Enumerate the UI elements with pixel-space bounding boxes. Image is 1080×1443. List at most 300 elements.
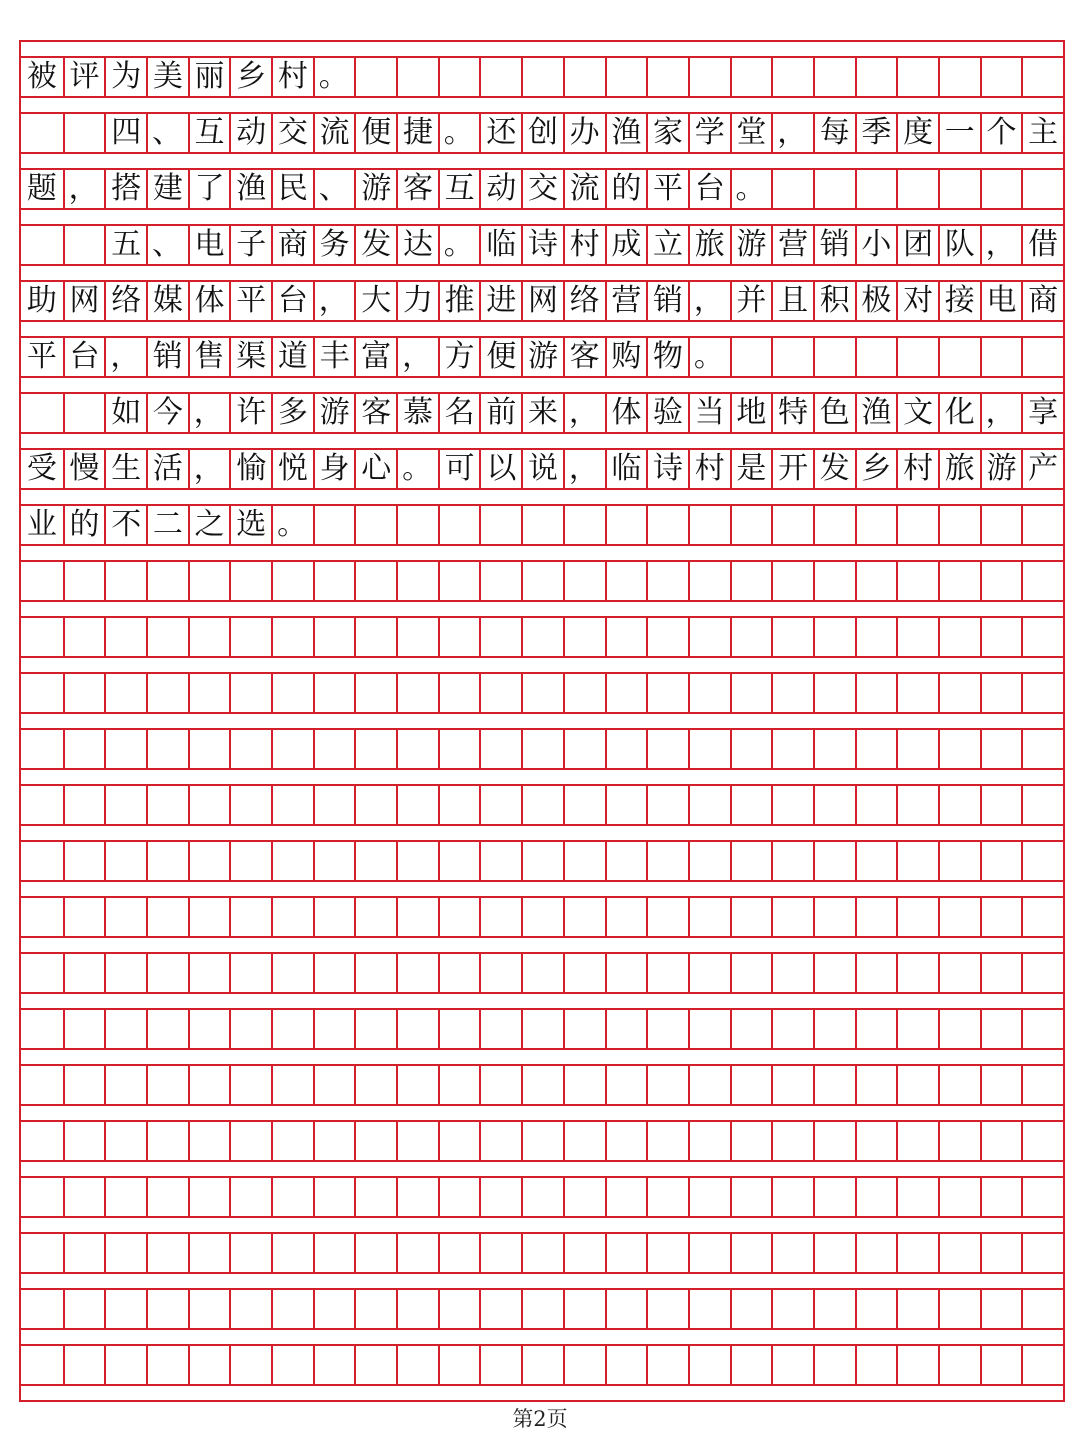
grid-cell: 媒 [146,282,188,320]
grid-cell: 商 [271,226,313,264]
grid-cell [104,1346,146,1384]
manuscript-grid [19,40,1065,1402]
grid-cell: 大 [354,282,396,320]
grid-cell: 络 [563,282,605,320]
grid-cell: 客 [354,394,396,432]
grid-cell [104,1178,146,1216]
grid-cell [563,674,605,712]
grid-cell [438,1066,480,1104]
grid-cell [855,562,897,600]
grid-cell [21,786,63,824]
grid-cell: 发 [813,450,855,488]
grid-cell [438,1178,480,1216]
grid-row [21,730,1063,770]
grid-cell [354,618,396,656]
grid-cell: 心 [354,450,396,488]
grid-cell [438,1290,480,1328]
grid-cell: ， [771,114,813,152]
grid-cell [63,562,105,600]
grid-cell [438,506,480,544]
grid-cell [730,730,772,768]
grid-cell [813,170,855,208]
grid-cell [438,730,480,768]
grid-cell [146,674,188,712]
grid-cell [21,114,63,152]
grid-cell [63,842,105,880]
row-spacer [21,770,1063,786]
grid-cell [896,898,938,936]
grid-cell [396,730,438,768]
grid-cell [521,674,563,712]
grid-cell [688,674,730,712]
grid-cell [1021,730,1063,768]
grid-cell [521,506,563,544]
grid-cell [896,1066,938,1104]
grid-cell [855,1346,897,1384]
grid-cell [1021,338,1063,376]
grid-cell [104,1234,146,1272]
grid-cell [646,58,688,96]
grid-cell [1021,1066,1063,1104]
grid-cell [771,786,813,824]
grid-cell: 地 [730,394,772,432]
grid-cell: 美 [146,58,188,96]
grid-cell [605,1234,647,1272]
row-spacer [21,714,1063,730]
grid-cell [63,786,105,824]
grid-cell [63,1122,105,1160]
grid-cell [646,954,688,992]
grid-cell [605,898,647,936]
grid-cell: 办 [563,114,605,152]
grid-cell [688,1178,730,1216]
grid-cell [479,1066,521,1104]
grid-cell: 建 [146,170,188,208]
grid-cell [188,1010,230,1048]
grid-cell [605,562,647,600]
grid-cell [938,506,980,544]
grid-cell: ， [563,450,605,488]
grid-cell: 度 [896,114,938,152]
grid-cell [771,954,813,992]
grid-cell: 接 [938,282,980,320]
grid-cell [896,730,938,768]
grid-cell [730,1290,772,1328]
grid-cell: 旅 [938,450,980,488]
grid-cell [771,170,813,208]
grid-cell: 且 [771,282,813,320]
grid-cell [855,786,897,824]
grid-cell [229,1122,271,1160]
grid-cell [104,1010,146,1048]
grid-cell [63,954,105,992]
grid-cell [813,674,855,712]
grid-cell: 小 [855,226,897,264]
row-spacer [21,490,1063,506]
grid-cell [1021,1010,1063,1048]
grid-cell [980,954,1022,992]
grid-cell [146,562,188,600]
grid-cell [146,1346,188,1384]
grid-cell [730,58,772,96]
grid-cell [980,338,1022,376]
grid-cell [396,562,438,600]
grid-cell: 开 [771,450,813,488]
grid-cell [63,618,105,656]
grid-row [21,338,1063,378]
grid-cell [271,674,313,712]
grid-cell [354,1010,396,1048]
grid-cell [104,842,146,880]
grid-cell: 进 [479,282,521,320]
grid-cell [730,1010,772,1048]
grid-cell [479,1178,521,1216]
grid-cell: 游 [980,450,1022,488]
grid-cell [1021,1234,1063,1272]
grid-cell [354,842,396,880]
grid-cell: 、 [146,114,188,152]
grid-cell [688,58,730,96]
grid-cell: 每 [813,114,855,152]
grid-cell [980,1346,1022,1384]
grid-cell [271,1346,313,1384]
grid-cell [438,1346,480,1384]
grid-cell [63,1010,105,1048]
grid-cell: 借 [1021,226,1063,264]
grid-cell [855,842,897,880]
grid-cell [813,1178,855,1216]
grid-cell [730,674,772,712]
row-spacer [21,1106,1063,1122]
row-spacer [21,1218,1063,1234]
grid-cell: 互 [438,170,480,208]
grid-cell [563,1234,605,1272]
grid-cell [479,786,521,824]
grid-cell [104,898,146,936]
grid-cell [396,618,438,656]
grid-cell [396,506,438,544]
grid-cell [938,730,980,768]
grid-cell [146,1234,188,1272]
grid-cell [479,1234,521,1272]
grid-cell [771,58,813,96]
grid-cell [855,1234,897,1272]
grid-cell [271,1178,313,1216]
page-number: 第2页 [512,1407,568,1431]
grid-cell [313,1178,355,1216]
grid-cell [438,1122,480,1160]
grid-cell [313,786,355,824]
grid-cell: 二 [146,506,188,544]
grid-cell [521,1066,563,1104]
grid-cell [1021,842,1063,880]
grid-cell [271,1234,313,1272]
grid-cell: ， [104,338,146,376]
grid-cell [855,730,897,768]
grid-cell [896,954,938,992]
grid-cell: ， [63,170,105,208]
grid-cell [146,842,188,880]
grid-cell: 业 [26,507,57,542]
grid-cell: 村 [271,58,313,96]
grid-cell: 营 [771,226,813,264]
grid-cell [21,1010,63,1048]
grid-cell [146,786,188,824]
grid-cell [521,1234,563,1272]
grid-cell: 村 [896,450,938,488]
grid-cell [354,954,396,992]
grid-cell [646,562,688,600]
grid-cell [1021,1346,1063,1384]
grid-row [21,450,1063,490]
grid-cell [855,954,897,992]
grid-cell [563,786,605,824]
grid-cell [730,618,772,656]
grid-cell: ， [396,338,438,376]
grid-cell: 销 [813,226,855,264]
row-spacer [21,938,1063,954]
grid-cell [479,674,521,712]
grid-cell [688,954,730,992]
grid-cell [980,618,1022,656]
grid-cell [313,898,355,936]
grid-cell: 体 [605,394,647,432]
grid-cell: 流 [563,170,605,208]
grid-cell [646,1234,688,1272]
grid-cell [313,1122,355,1160]
grid-cell [646,1122,688,1160]
grid-cell: 电 [980,282,1022,320]
grid-cell: 。 [396,450,438,488]
grid-cell [1021,1290,1063,1328]
grid-cell [563,1346,605,1384]
grid-cell [104,1066,146,1104]
grid-cell [980,562,1022,600]
grid-row [21,1122,1063,1162]
grid-cell [188,1234,230,1272]
grid-cell: 验 [646,394,688,432]
grid-cell [896,674,938,712]
grid-cell: 台 [63,338,105,376]
grid-cell [980,730,1022,768]
grid-cell [938,786,980,824]
grid-cell [855,618,897,656]
grid-cell [188,954,230,992]
grid-cell [229,1010,271,1048]
grid-cell [771,618,813,656]
grid-cell [188,1122,230,1160]
grid-cell: 说 [521,450,563,488]
grid-cell: 便 [354,114,396,152]
grid-cell: 题 [26,171,57,206]
grid-cell [605,842,647,880]
grid-cell: 。 [688,338,730,376]
grid-cell [980,674,1022,712]
grid-cell [813,618,855,656]
grid-cell: 。 [730,170,772,208]
grid-cell [563,954,605,992]
grid-cell [688,1066,730,1104]
grid-cell: 成 [605,226,647,264]
grid-cell [63,394,105,432]
grid-cell [354,1178,396,1216]
grid-cell [313,730,355,768]
grid-cell [980,1290,1022,1328]
grid-row [21,1234,1063,1274]
grid-cell [771,506,813,544]
grid-cell [21,730,63,768]
grid-cell: 许 [229,394,271,432]
grid-cell [521,1346,563,1384]
grid-cell [271,954,313,992]
grid-cell: 力 [396,282,438,320]
grid-cell [63,730,105,768]
grid-cell [938,618,980,656]
grid-cell: 积 [813,282,855,320]
grid-row [21,786,1063,826]
grid-row [21,1010,1063,1050]
grid-cell: 推 [438,282,480,320]
grid-cell [313,1346,355,1384]
row-spacer [21,1274,1063,1290]
grid-cell: 极 [855,282,897,320]
row-spacer [21,266,1063,282]
grid-cell [980,506,1022,544]
grid-cell [188,1346,230,1384]
grid-cell: 络 [104,282,146,320]
grid-cell [605,506,647,544]
grid-cell [21,394,63,432]
grid-cell [563,1178,605,1216]
grid-cell [980,786,1022,824]
row-spacer [21,210,1063,226]
grid-cell [229,1066,271,1104]
grid-cell: 物 [646,338,688,376]
grid-cell: 旅 [688,226,730,264]
grid-cell [63,898,105,936]
grid-cell [396,58,438,96]
grid-cell [938,1066,980,1104]
grid-cell [188,618,230,656]
grid-cell: 受 [26,451,57,486]
grid-cell [980,1066,1022,1104]
grid-cell: 临 [605,450,647,488]
grid-cell [21,1066,63,1104]
grid-cell: 渔 [229,170,271,208]
grid-cell [688,506,730,544]
grid-cell [313,674,355,712]
grid-cell [771,562,813,600]
grid-cell [938,562,980,600]
grid-cell: 并 [730,282,772,320]
grid-cell: 商 [1021,282,1063,320]
grid-cell: 。 [438,226,480,264]
grid-cell [646,506,688,544]
grid-cell [354,1122,396,1160]
grid-cell [229,1290,271,1328]
grid-cell [396,1122,438,1160]
grid-cell [813,1346,855,1384]
grid-cell: 务 [313,226,355,264]
grid-cell [688,898,730,936]
grid-cell: 达 [396,226,438,264]
grid-cell [271,898,313,936]
grid-cell: 可 [438,450,480,488]
grid-cell [521,1178,563,1216]
grid-cell [563,1066,605,1104]
grid-cell [730,1234,772,1272]
grid-cell [855,506,897,544]
grid-cell [605,1066,647,1104]
grid-cell [813,842,855,880]
grid-cell [980,1010,1022,1048]
grid-cell: 网 [521,282,563,320]
grid-cell [563,842,605,880]
grid-cell: 文 [896,394,938,432]
grid-cell [313,562,355,600]
grid-cell [646,898,688,936]
grid-row [21,842,1063,882]
grid-cell: 动 [229,114,271,152]
grid-cell [479,898,521,936]
grid-cell [1021,674,1063,712]
grid-cell [396,898,438,936]
grid-cell [313,1066,355,1104]
grid-cell [563,730,605,768]
grid-cell [688,1122,730,1160]
grid-cell: 渠 [229,338,271,376]
grid-cell [730,842,772,880]
grid-cell [354,1066,396,1104]
grid-cell [771,1178,813,1216]
grid-cell [855,1178,897,1216]
grid-cell [813,730,855,768]
grid-row [21,226,1063,266]
row-spacer [21,1162,1063,1178]
row-spacer [21,378,1063,394]
grid-cell: 游 [730,226,772,264]
grid-cell: 台 [688,170,730,208]
grid-row [21,1178,1063,1218]
grid-cell [938,58,980,96]
grid-cell [438,562,480,600]
grid-row [21,898,1063,938]
grid-cell [479,58,521,96]
grid-row [21,282,1063,322]
grid-cell: 流 [313,114,355,152]
grid-cell [855,674,897,712]
grid-cell [354,562,396,600]
grid-cell [229,562,271,600]
grid-cell [605,1346,647,1384]
grid-cell [63,674,105,712]
grid-cell [938,1290,980,1328]
grid-cell [229,786,271,824]
grid-cell: 如 [104,394,146,432]
grid-cell [21,954,63,992]
grid-cell [354,730,396,768]
row-spacer [21,434,1063,450]
grid-cell [730,338,772,376]
grid-cell [605,1178,647,1216]
grid-cell [146,1010,188,1048]
row-spacer [21,658,1063,674]
grid-cell [354,1346,396,1384]
grid-cell [396,842,438,880]
grid-cell: 的 [605,170,647,208]
grid-cell [1021,954,1063,992]
grid-cell [104,1122,146,1160]
